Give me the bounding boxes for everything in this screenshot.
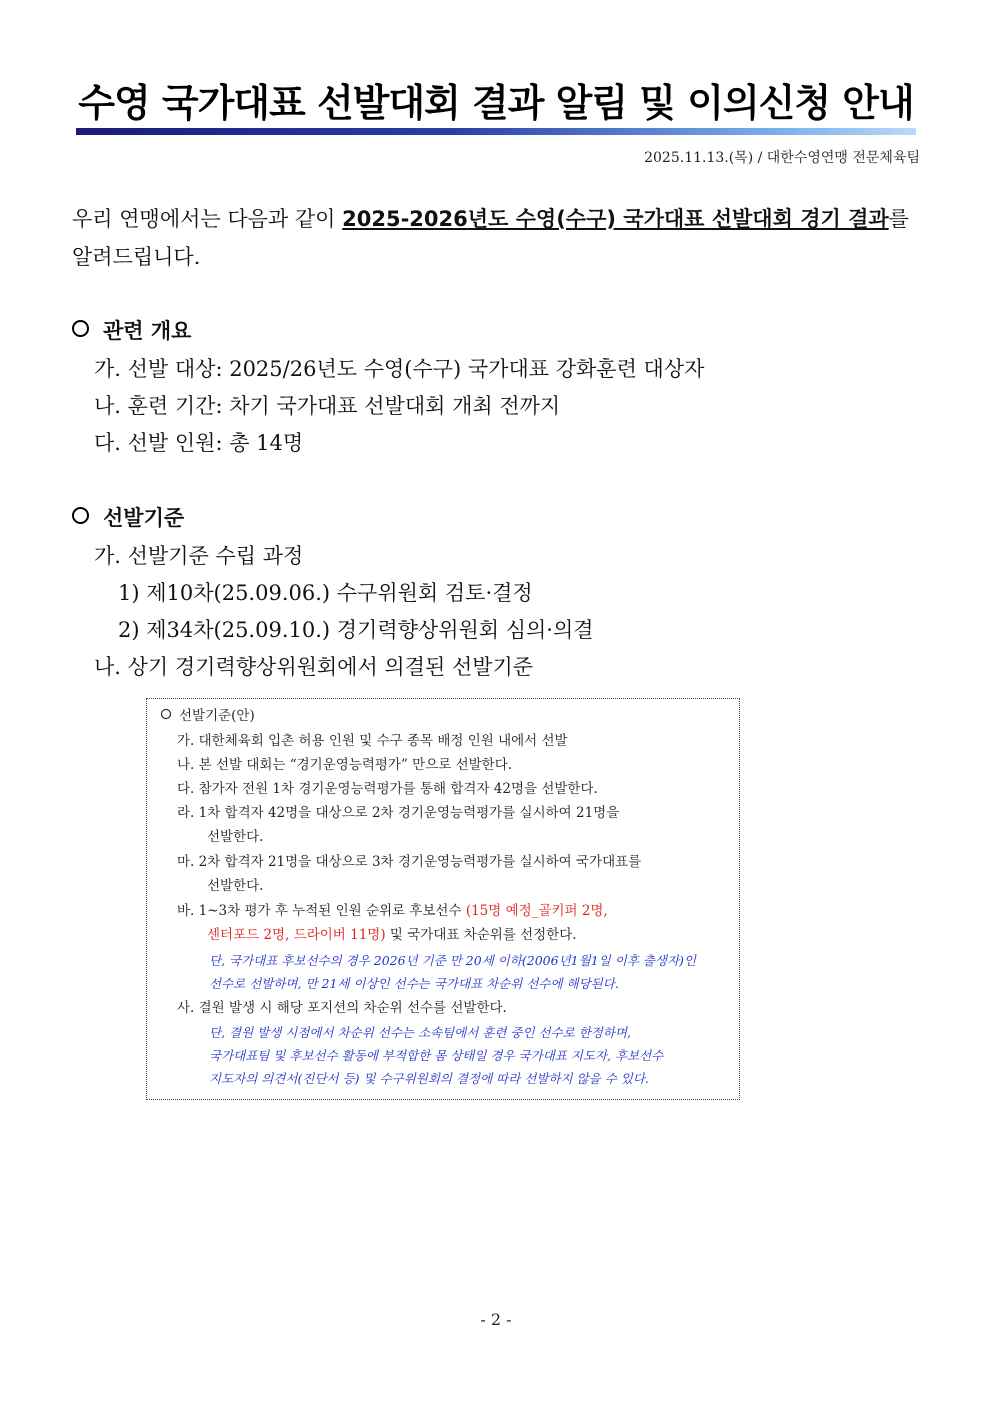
overview-item-count: 다. 선발 인원: 총 14명 (94, 431, 304, 455)
criteria-item-resolved: 나. 상기 경기력향상위원회에서 의결된 선발기준 (94, 655, 534, 679)
ba-highlight-1: (15명 예정_골키퍼 2명, (465, 903, 608, 919)
page-number: - 2 - (480, 1310, 512, 1329)
dateline: 2025.11.13.(목) / 대한수영연맹 전문체육팀 (644, 150, 920, 166)
criteria-line-ma-cont: 선발한다. (207, 878, 264, 894)
title-underline-bar (76, 128, 916, 135)
intro-paragraph (72, 200, 922, 276)
criteria-line-ga: 가. 대한체육회 입촌 허용 인원 및 수구 종목 배정 인원 내에서 선발 (177, 733, 568, 749)
section-criteria-title: 선발기준 (103, 506, 185, 530)
criteria-subitem-1: 1) 제10차(25.09.06.) 수구위원회 검토·결정 (118, 581, 533, 605)
criteria-line-na: 나. 본 선발 대회는 “경기운영능력평가” 만으로 선발한다. (177, 757, 513, 773)
criteria-line-ma: 마. 2차 합격자 21명을 대상으로 3차 경기운영능력평가를 실시하여 국가대표를 (177, 854, 642, 870)
intro-underlined-text: 2025-2026년도 수영(수구) 국가대표 선발대회 경기 결과 (342, 207, 889, 231)
ba-text-end: 및 국가대표 차순위를 선정한다. (385, 927, 577, 943)
criteria-line-ba (177, 900, 608, 922)
intro-text-2: 를 알려드립니다. (72, 207, 909, 269)
ba-text: 바. 1~3차 평가 후 누적된 인원 순위로 후보선수 (177, 903, 466, 919)
note-age-line-1: 단, 국가대표 후보선수의 경우 2026년 기준 만 20세 이하(2006년1월1일 이후 출생자)인 (209, 953, 696, 968)
criteria-box-title: 선발기준(안) (179, 708, 255, 724)
overview-item-target: 가. 선발 대상: 2025/26년도 수영(수구) 국가대표 강화훈련 대상자 (94, 357, 705, 381)
criteria-line-sa: 사. 결원 발생 시 해당 포지션의 차순위 선수를 선발한다. (177, 1000, 507, 1016)
ba-highlight-2: 센터포드 2명, 드라이버 11명) (207, 927, 386, 943)
criteria-box-heading (161, 705, 255, 727)
criteria-subitem-2: 2) 제34차(25.09.10.) 경기력향상위원회 심의·의결 (118, 618, 594, 642)
note-age-line-2: 선수로 선발하며, 만 21세 이상인 선수는 국가대표 차순위 선수에 해당된다. (209, 976, 619, 991)
note-vacancy-line-3: 지도자의 의견서(진단서 등) 및 수구위원회의 결정에 따라 선발하지 않을 수 있다. (209, 1071, 649, 1086)
criteria-line-da: 다. 참가자 전원 1차 경기운영능력평가를 통해 합격자 42명을 선발한다. (177, 781, 598, 797)
criteria-item-process: 가. 선발기준 수립 과정 (94, 544, 304, 568)
intro-text-1: 우리 연맹에서는 다음과 같이 (72, 207, 343, 231)
circle-bullet-icon (72, 507, 89, 524)
circle-bullet-icon (161, 709, 171, 719)
section-criteria-heading (72, 503, 184, 533)
circle-bullet-icon (72, 320, 89, 337)
criteria-line-ra: 라. 1차 합격자 42명을 대상으로 2차 경기운영능력평가를 실시하여 21명을 (177, 805, 620, 821)
criteria-box (146, 698, 740, 1100)
section-overview-title: 관련 개요 (103, 319, 192, 343)
criteria-line-ba-cont (207, 924, 577, 946)
overview-item-period: 나. 훈련 기간: 차기 국가대표 선발대회 개최 전까지 (94, 394, 561, 418)
criteria-line-ra-cont: 선발한다. (207, 829, 264, 845)
note-vacancy-line-2: 국가대표팀 및 후보선수 활동에 부적합한 몸 상태일 경우 국가대표 지도자, 후보선수 (209, 1048, 664, 1063)
section-overview-heading (72, 316, 191, 346)
note-vacancy-line-1: 단, 결원 발생 시점에서 차순위 선수는 소속팀에서 훈련 중인 선수로 한정하며, (209, 1025, 632, 1040)
page-title: 수영 국가대표 선발대회 결과 알림 및 이의신청 안내 (78, 81, 914, 125)
